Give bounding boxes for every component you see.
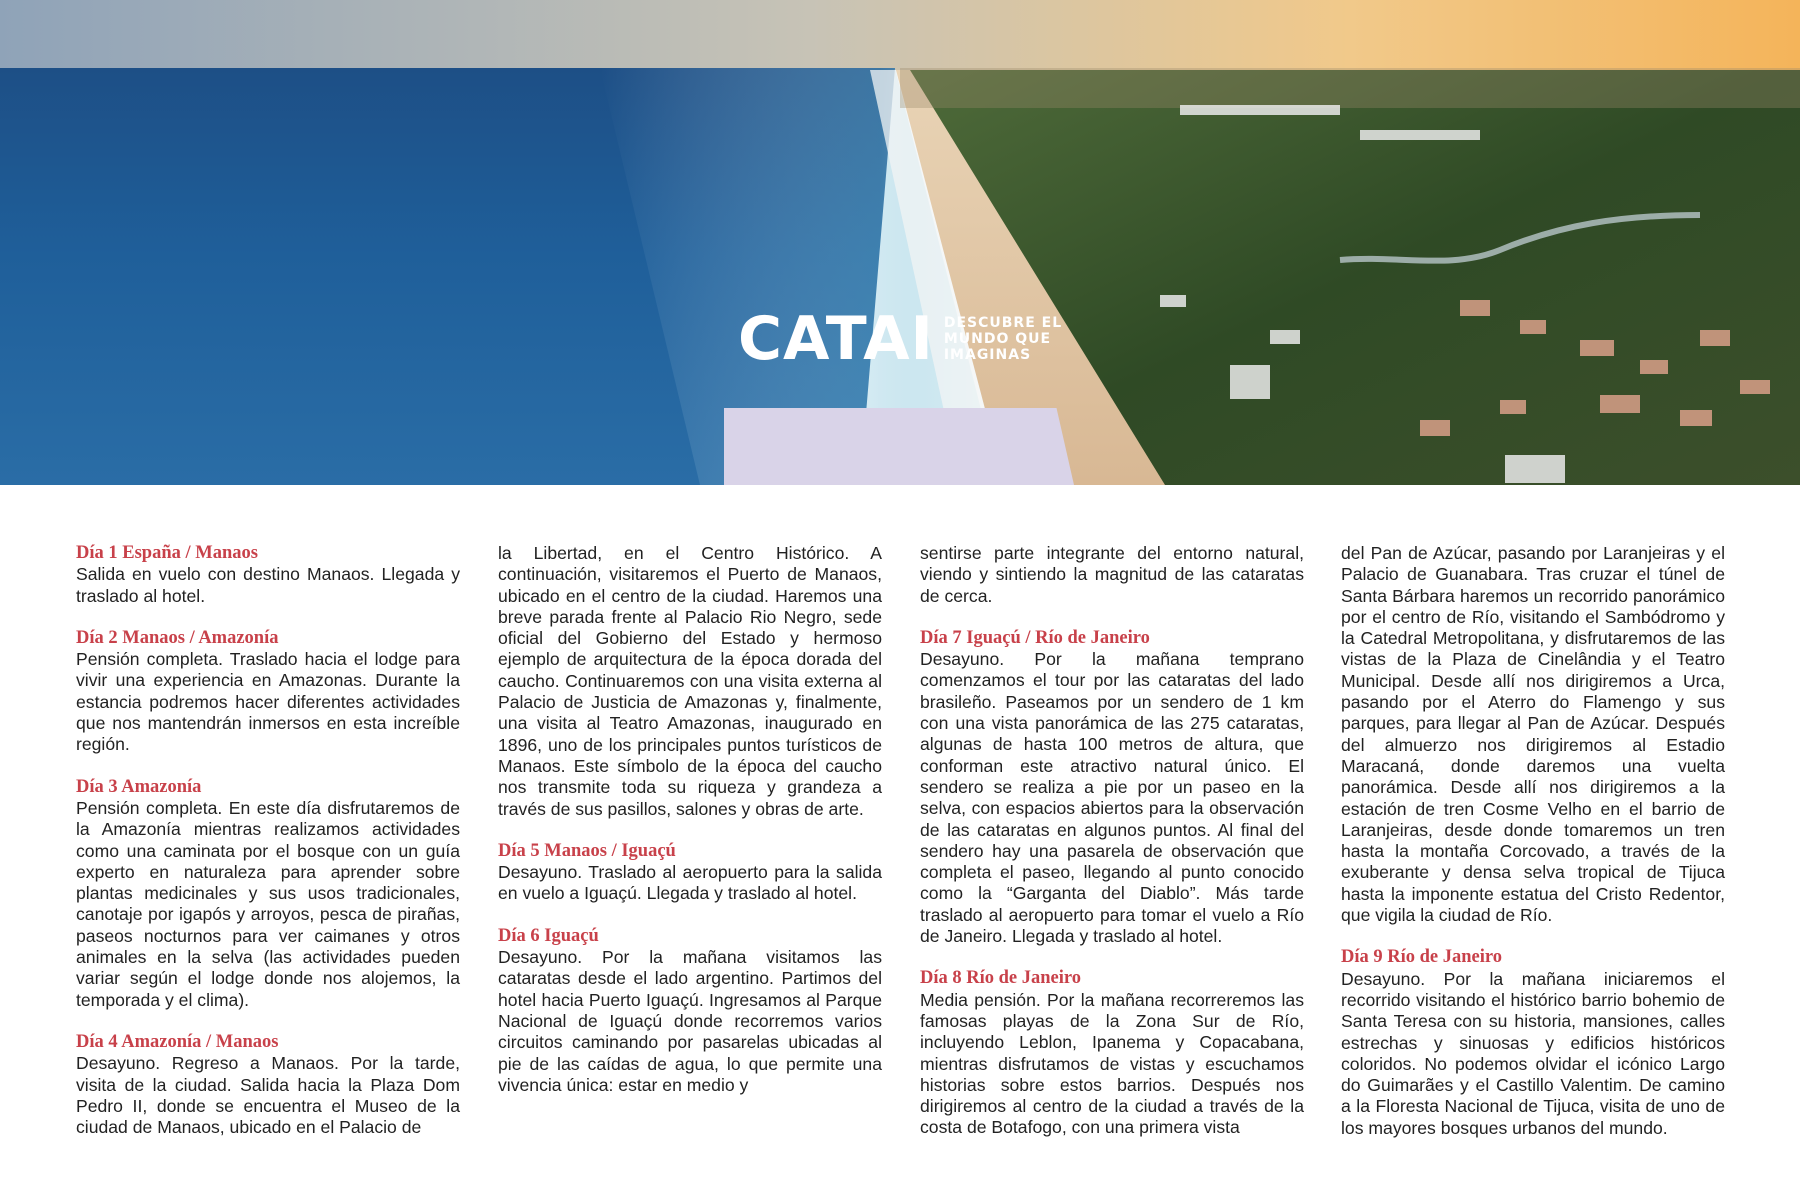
itinerary-column-3 [920,543,1304,1139]
day-block [920,543,1304,607]
day-title: Día 3 Amazonía [76,776,202,797]
day-title: Día 9 Río de Janeiro [1341,947,1503,968]
decorative-tab [724,408,1074,485]
day-block [76,1032,460,1138]
day-block [498,841,882,905]
day-text: Desayuno. Por la mañana visitamos las cataratas desde el lado argentino. Partimos del hotel hacia Puerto Iguaçú. Ingresamos al Parque Nacional de Iguaçú donde recorremos varios circuitos caminando por pasarelas ubicadas al pie de las caídas de agua, lo que permite una vivencia única: estar en medio y [498,947,882,1095]
itinerary-columns [0,543,1800,1183]
itinerary-column-1 [76,543,460,1138]
day-title: Día 2 Manaos / Amazonía [76,627,279,648]
brand-name: CATAI [738,304,934,374]
day-text: Desayuno. Traslado al aeropuerto para la salida en vuelo a Iguaçú. Llegada y traslado al hotel. [498,862,882,904]
day-text: Salida en vuelo con destino Manaos. Llegada y traslado al hotel. [76,564,460,606]
itinerary-column-2 [498,543,882,1096]
tagline-line: MUNDO QUE [943,331,1052,347]
day-text: la Libertad, en el Centro Histórico. A continuación, visitaremos el Puerto de Manaos, ubicado en el centro de la ciudad. Haremos una breve parada frente al Palacio Rio Negro, sede oficial del Gobierno del Estado y hermoso ejemplo de arquitectura de la época dorada del caucho. Continuaremos con una visita externa al Palacio de Justicia de Amazonas y, finalmente, una visita al Teatro Amazonas, inaugurado en 1896, uno de los principales puntos turísticos de Manaos. Este símbolo de la época del caucho nos transmite toda su riqueza y grandeza a través de sus pasillos, salones y obras de arte. [498,543,882,819]
day-title: Día 6 Iguaçú [498,925,599,946]
day-title: Día 8 Río de Janeiro [920,968,1082,989]
day-block [498,543,882,820]
day-block [1341,543,1725,926]
itinerary-column-4 [1341,543,1725,1139]
brand-tagline [944,315,1074,363]
day-title: Día 1 España / Manaos [76,543,258,563]
tagline-line: DESCUBRE EL [943,315,1063,331]
day-text: Desayuno. Por la mañana temprano comenzamos el tour por las cataratas del lado brasileño. Paseamos por un sendero de 1 km con una vista panorámica de las 275 cataratas, algunas de hasta 100 metros de altura, que conforman este atractivo natural único. El sendero se realiza a pie por un paseo en la selva, con espacios abiertos para la observación de las cataratas en algunos puntos. Al final del sendero hay una pasarela de observación que completa el paseo, llegando al punto conocido como la “Garganta del Diablo”. Más tarde traslado al aeropuerto para tomar el vuelo a Río de Janeiro. Llegada y traslado al hotel. [920,649,1304,947]
day-text: del Pan de Azúcar, pasando por Laranjeiras y el Palacio de Guanabara. Tras cruzar el túnel de Santa Bárbara haremos un recorrido panorámico por el centro de Río, visitando el Sambódromo y la Catedral Metropolitana, y disfrutaremos de las vistas de la Plaza de Cinelândia y el Teatro Municipal. Desde allí nos dirigiremos a Urca, pasando por el Aterro do Flamengo y sus parques, para llegar al Pan de Azúcar. Después del almuerzo nos dirigiremos al Estadio Maracaná, donde daremos una vuelta panorámica. Desde allí nos dirigiremos a la estación de tren Cosme Velho en el barrio de Laranjeiras, desde donde tomaremos un tren hasta la montaña Corcovado, a través de la exuberante y densa selva tropical de Tijuca hasta la imponente estatua del Cristo Redentor, que vigila la ciudad de Río. [1341,543,1725,926]
day-block [76,628,460,756]
day-block [1341,947,1725,1139]
day-text: sentirse parte integrante del entorno natural, viendo y sintiendo la magnitud de las cataratas de cerca. [920,543,1304,606]
day-block [920,968,1304,1138]
day-block [920,628,1304,947]
day-text: Media pensión. Por la mañana recorreremos las famosas playas de la Zona Sur de Río, incluyendo Leblon, Ipanema y Copacabana, mientras disfrutamos de vistas y escuchamos historias sobre estos barrios. Después nos dirigiremos al centro de la ciudad a través de la costa de Botafogo, con una primera vista [920,989,1304,1138]
day-title: Día 4 Amazonía / Manaos [76,1031,279,1052]
day-text: Desayuno. Por la mañana iniciaremos el recorrido visitando el histórico barrio bohemio de Santa Teresa con su historia, mansiones, calles estrechas y sinuosas y edificios históricos coloridos. No podemos olvidar el icónico Largo do Guimarães y el Castillo Valentim. De camino a la Floresta Nacional de Tijuca, visita de uno de los mayores bosques urbanos del mundo. [1341,968,1725,1138]
brand-logo [738,304,1074,374]
day-title: Día 7 Iguaçú / Río de Janeiro [920,627,1150,648]
tagline-line: IMAGINAS [943,347,1032,363]
day-block [498,926,882,1096]
day-text: Pensión completa. Traslado hacia el lodge para vivir una experiencia en Amazonas. Durante la estancia podremos hacer diferentes actividades que nos mantendrán inmersos en esta increíble región. [76,649,460,755]
day-title: Día 5 Manaos / Iguaçú [498,840,676,861]
day-text: Desayuno. Regreso a Manaos. Por la tarde, visita de la ciudad. Salida hacia la Plaza Dom Pedro II, donde se encuentra el Museo de la ciudad de Manaos, ubicado en el Palacio de [76,1053,460,1138]
day-block [76,543,460,607]
day-block [76,777,460,1011]
day-text: Pensión completa. En este día disfrutaremos de la Amazonía mientras realizamos actividades como una caminata por el bosque con un guía experto en naturaleza para aprender sobre plantas medicinales y sus usos tradicionales, canotaje por igapós y arroyos, pesca de pirañas, paseos nocturnos para ver caimanes y otros animales en la selva (las actividades pueden variar según el lodge donde nos alojemos, la temporada y el clima). [76,797,460,1010]
